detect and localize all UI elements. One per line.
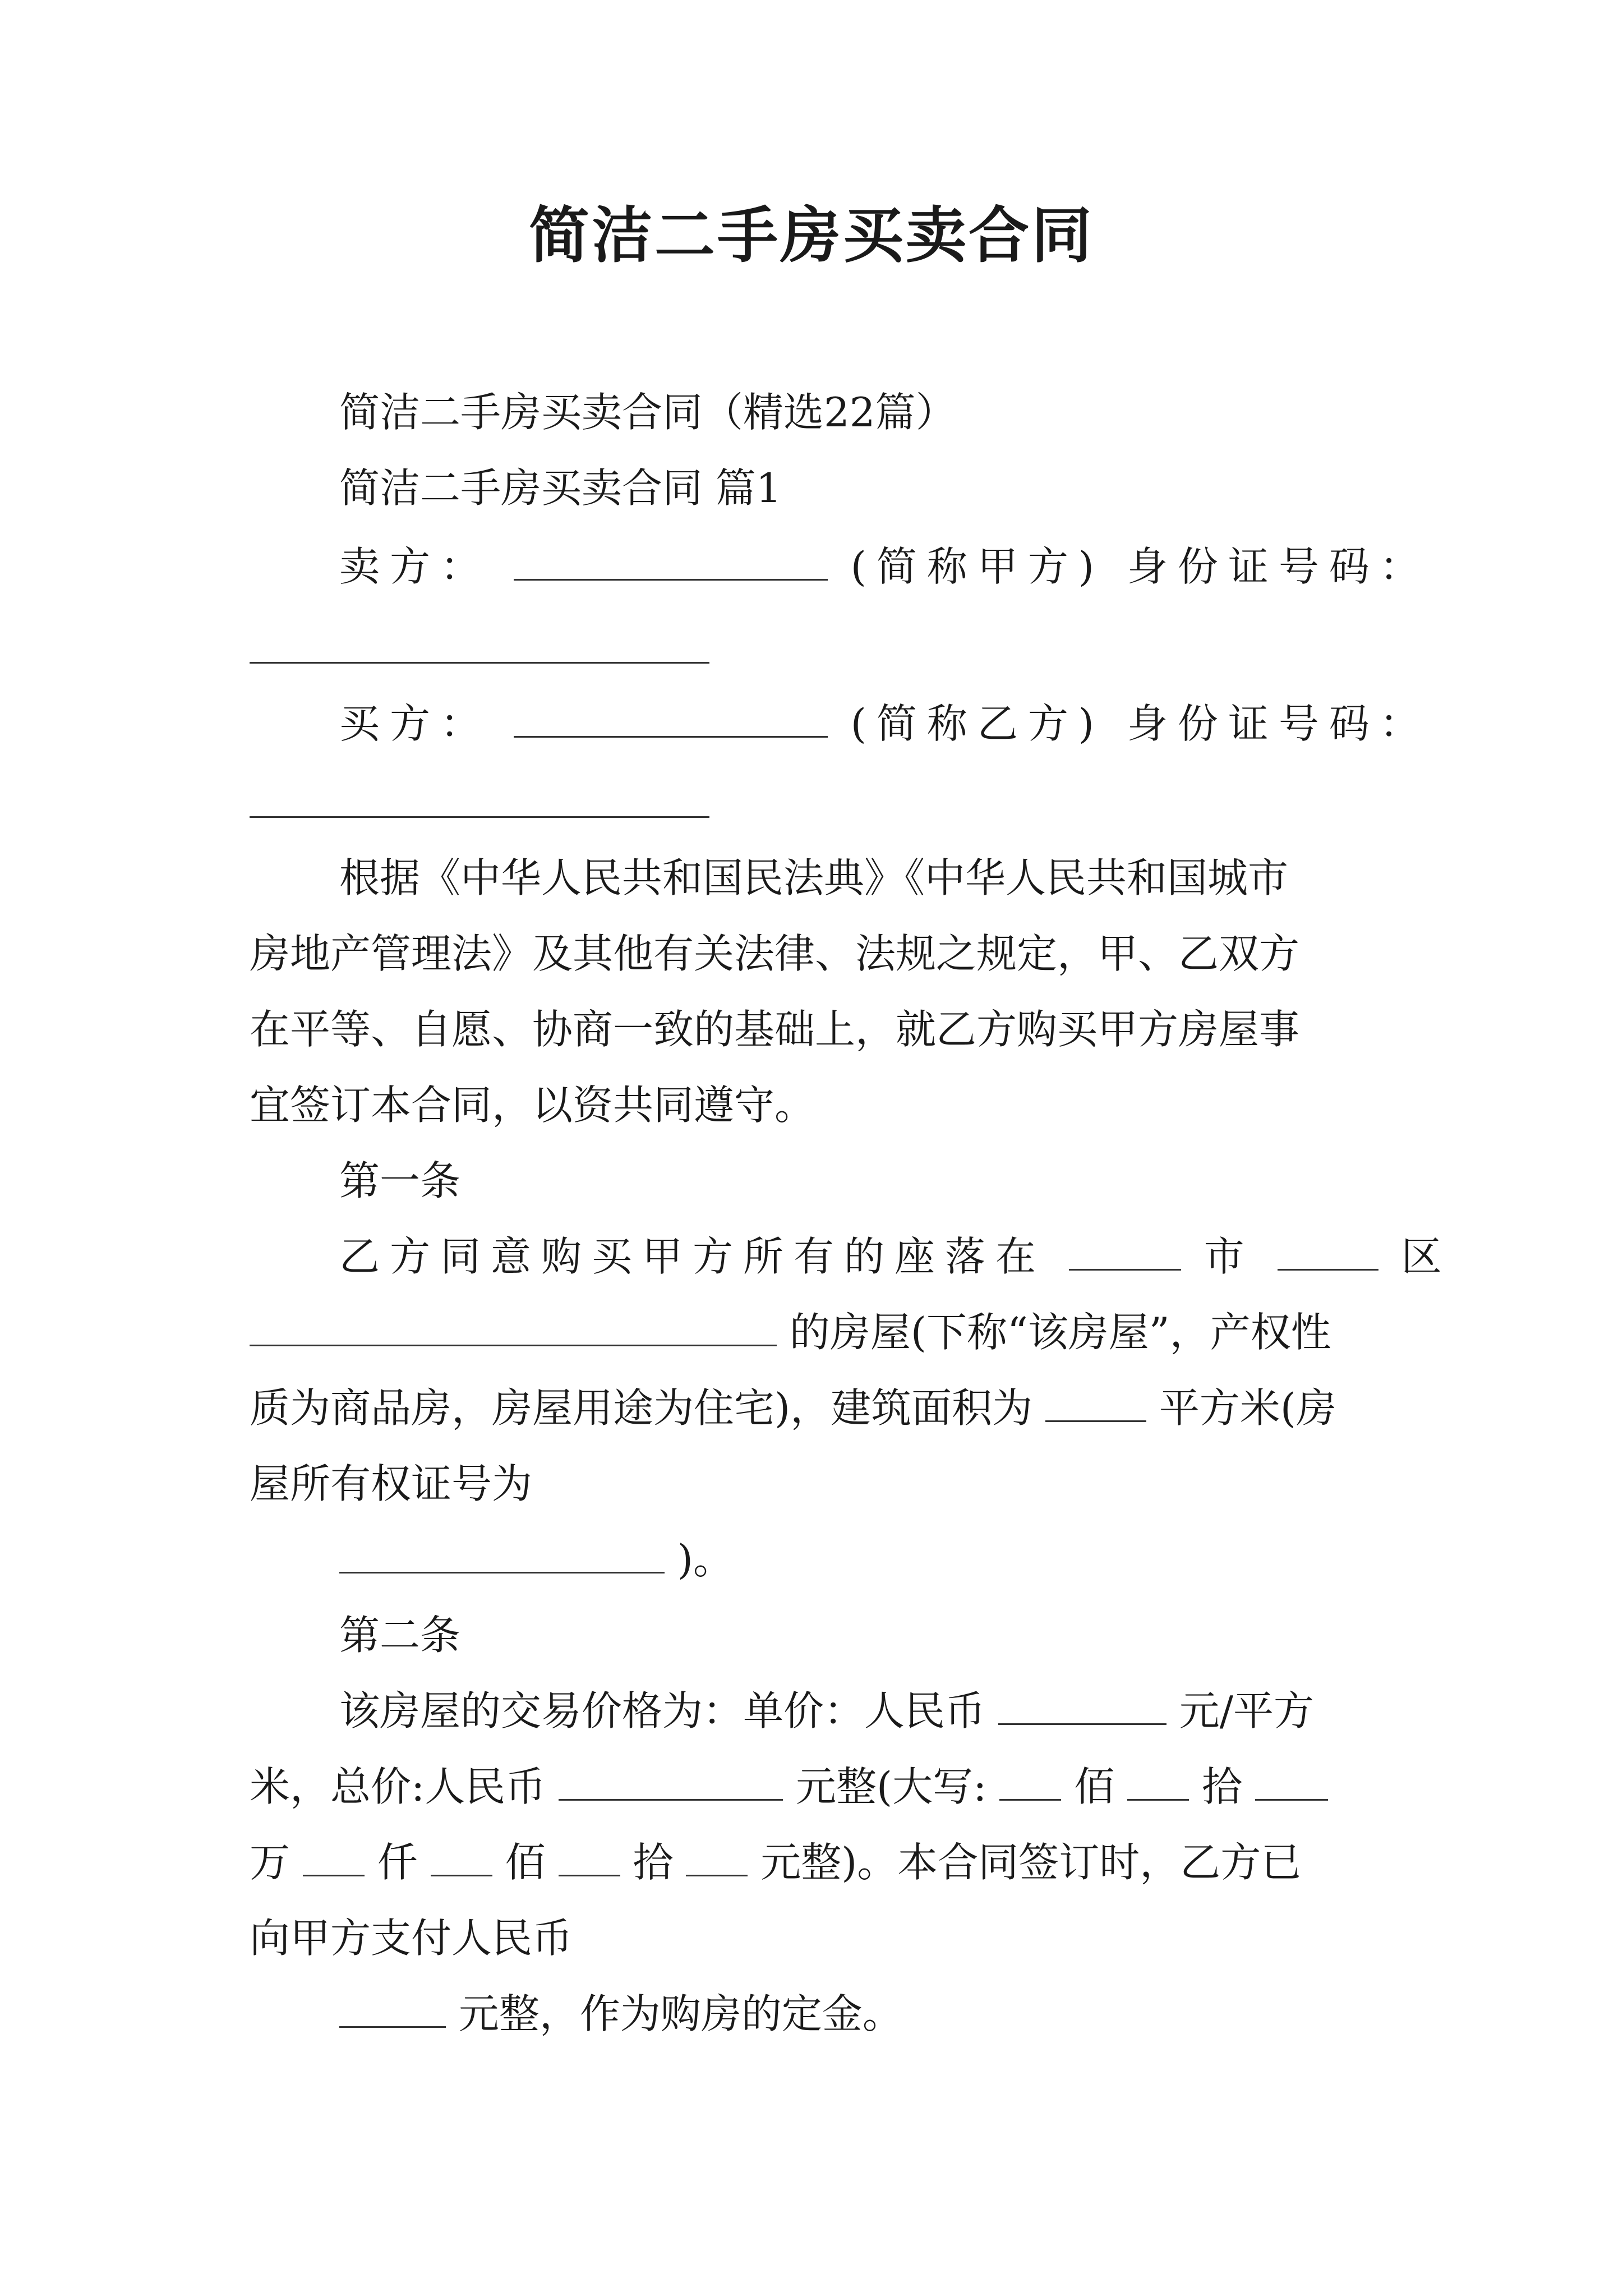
amount-blank [1127, 1764, 1189, 1801]
article2-text: 拾 [1201, 1763, 1242, 1810]
article2-text: 佰 [1074, 1763, 1115, 1810]
amount-blank [431, 1840, 492, 1876]
buyer-label: 买方： [339, 700, 491, 747]
article2-text: 仟 [377, 1839, 418, 1886]
deposit-blank [339, 1991, 446, 2028]
article2-text: 万 [250, 1839, 291, 1886]
buyer-line [339, 696, 1430, 752]
article2-text: 元整)。本合同签订时，乙方已 [760, 1839, 1302, 1886]
seller-id-blank [250, 662, 709, 664]
amount-blank [559, 1840, 620, 1876]
document-subtitle: 简洁二手房买卖合同（精选22篇） [339, 389, 956, 436]
article2-line [339, 1986, 1394, 2042]
seller-name-blank [514, 544, 828, 581]
article1-heading: 第一条 [339, 1157, 461, 1204]
amount-blank [686, 1840, 748, 1876]
article2-line [339, 1683, 1394, 1739]
article1-line [339, 1531, 1394, 1588]
article2-line [250, 1759, 1394, 1815]
seller-line [339, 539, 1430, 595]
total-price-blank [559, 1764, 783, 1801]
article1-line [250, 1304, 1394, 1360]
article2-line: 向甲方支付人民币 [250, 1915, 573, 1962]
article1-text: 市 [1204, 1233, 1255, 1280]
article2-text: 元整，作为购房的定金。 [458, 1990, 903, 2037]
seller-label: 卖方： [339, 543, 491, 590]
article1-text: 的房屋(下称“该房屋”，产权性 [789, 1309, 1331, 1356]
amount-blank [303, 1840, 365, 1876]
article2-line [250, 1834, 1394, 1890]
unit-price-blank [998, 1688, 1166, 1725]
section-heading: 简洁二手房买卖合同 篇1 [339, 464, 782, 512]
buyer-id-blank [250, 816, 709, 818]
seller-short-label: (简称甲方) 身份证号码： [850, 543, 1430, 590]
article1-line [339, 1228, 1452, 1285]
article1-text: 区 [1401, 1233, 1452, 1280]
preamble-line: 根据《中华人民共和国民法典》《中华人民共和国城市 [339, 854, 1289, 901]
article1-line [250, 1380, 1394, 1436]
article2-text: 佰 [505, 1839, 546, 1886]
preamble-line: 房地产管理法》及其他有关法律、法规之规定，甲、乙双方 [250, 930, 1300, 977]
article1-line: 屋所有权证号为 [250, 1460, 533, 1507]
buyer-short-label: (简称乙方) 身份证号码： [850, 700, 1430, 747]
article2-text: 元整(大写: [796, 1763, 987, 1810]
article1-text: 乙方同意购买甲方所有的座落在 [339, 1233, 1046, 1280]
buyer-name-blank [514, 701, 828, 738]
address-blank [250, 1310, 777, 1346]
document-title: 简洁二手房买卖合同 [528, 200, 1094, 271]
article1-text: 质为商品房，房屋用途为住宅)，建筑面积为 [250, 1384, 1033, 1432]
article2-text: 元/平方 [1179, 1687, 1315, 1734]
article1-text: )。 [677, 1536, 734, 1583]
article1-text: 平方米(房 [1159, 1384, 1336, 1432]
article2-text: 拾 [633, 1839, 674, 1886]
article2-text: 米，总价:人民币 [250, 1763, 546, 1810]
preamble-line: 宜签订本合同，以资共同遵守。 [250, 1082, 815, 1129]
preamble-line: 在平等、自愿、协商一致的基础上，就乙方购买甲方房屋事 [250, 1006, 1300, 1053]
amount-blank [1255, 1764, 1328, 1801]
city-blank [1069, 1234, 1181, 1271]
amount-blank [999, 1764, 1061, 1801]
article2-heading: 第二条 [339, 1612, 461, 1659]
area-blank [1045, 1386, 1146, 1422]
certificate-number-blank [339, 1537, 665, 1573]
district-blank [1278, 1234, 1378, 1271]
article2-text: 该房屋的交易价格为：单价：人民币 [339, 1687, 986, 1734]
